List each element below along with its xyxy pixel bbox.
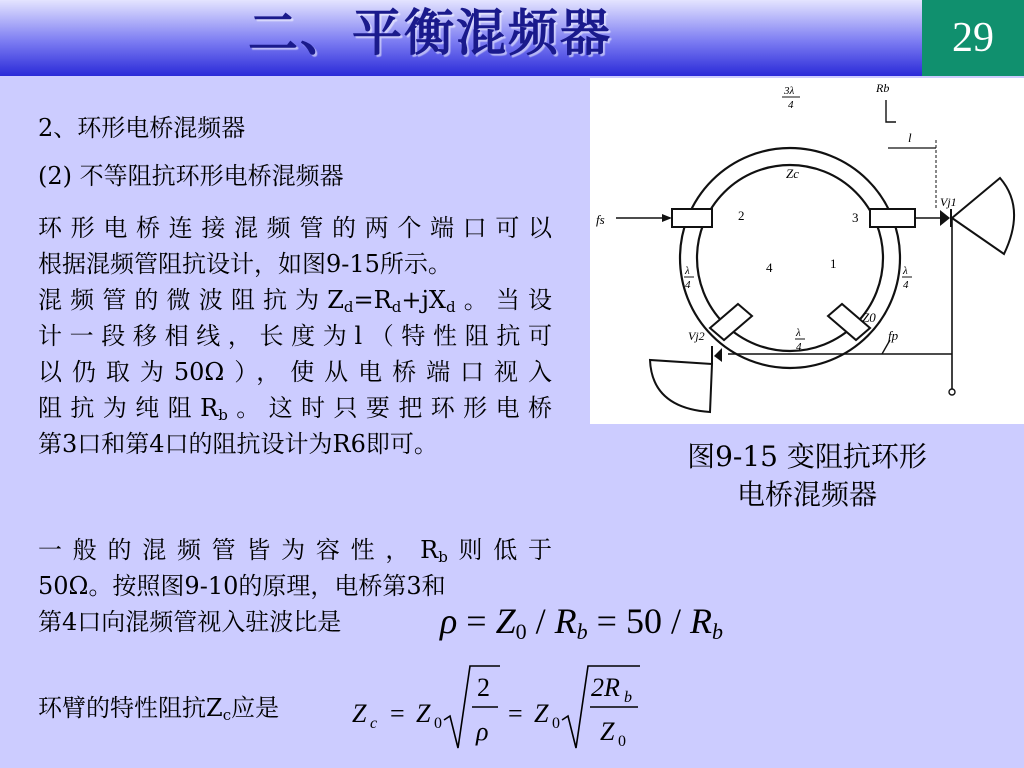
port-2-stub — [672, 209, 712, 227]
rb-marker — [886, 100, 896, 122]
vj2-label: Vj2 — [688, 329, 705, 343]
fraction-numerator: 2R — [591, 673, 620, 702]
load-dish-left — [650, 360, 712, 412]
fraction-denominator: Z — [600, 717, 615, 746]
rb-symbol: R — [689, 601, 712, 641]
text: 阻抗为纯阻R — [38, 394, 219, 422]
mixer-circuit-figure — [590, 78, 1024, 424]
lambda-label: λ — [903, 265, 908, 277]
z0-symbol: Z — [534, 699, 549, 728]
lambda-label: λ — [796, 327, 801, 339]
arrow-head-icon — [662, 214, 672, 222]
fraction-denominator: ρ — [476, 717, 489, 746]
subheading-text: (2) 不等阻抗环形电桥混频器 — [38, 162, 344, 190]
subsection-heading — [38, 158, 344, 194]
fraction-numerator: 2 — [477, 673, 490, 702]
title-bar — [0, 0, 1024, 76]
port-4-stub — [710, 304, 752, 340]
port-1-label: 1 — [830, 256, 837, 271]
para2-line3: 第4口向混频管视入驻波比是 — [38, 608, 342, 636]
subscript: c — [222, 706, 232, 724]
port-2-label: 2 — [738, 208, 745, 223]
quarter-label: 4 — [788, 99, 794, 111]
rb-symbol: R — [554, 601, 577, 641]
caption-line1: 图9-15 变阻抗环形 — [687, 440, 927, 473]
paragraph-1 — [38, 210, 552, 462]
arm-impedance-formula — [348, 662, 648, 758]
fp-label: fp — [888, 328, 899, 343]
para1-line5: 以仍取为50Ω），使从电桥端口视入 — [38, 358, 552, 386]
l-label: l — [908, 130, 912, 145]
text: 则低于 — [447, 536, 553, 564]
lambda-label: λ — [685, 265, 690, 277]
para1-line7: 第3口和第4口的阻抗设计为R6即可。 — [38, 430, 438, 458]
z0-subscript: 0 — [434, 715, 442, 732]
text: 一般的混频管皆为容性，R — [38, 536, 439, 564]
divide-sign: / — [670, 601, 681, 641]
load-dish-right — [952, 178, 1014, 254]
para1-line3 — [38, 282, 552, 318]
port-4-label: 4 — [766, 260, 773, 275]
subscript: b — [438, 548, 448, 566]
z0-symbol: Z — [495, 601, 516, 641]
text: +jX — [401, 286, 446, 314]
port-3-stub — [870, 209, 915, 227]
equals-sign: = — [390, 699, 405, 728]
subscript: d — [391, 298, 402, 316]
z0-label: Z0 — [862, 310, 876, 325]
para1-line2: 根据混频管阻抗设计，如图9-15所示。 — [38, 250, 452, 278]
zc-subscript: c — [370, 715, 378, 732]
para1-line6 — [38, 390, 552, 426]
vj1-label: Vj1 — [940, 195, 957, 209]
caption-line2: 电桥混频器 — [736, 478, 877, 511]
ring-bridge-diagram — [590, 78, 1024, 424]
heading-text: 2、环形电桥混频器 — [38, 114, 246, 142]
para2-line1 — [38, 532, 552, 568]
quarter-label: 4 — [685, 279, 691, 291]
divide-sign: / — [535, 601, 546, 641]
text: 混频管的微波阻抗为Z — [38, 286, 344, 314]
para1-line4: 计一段移相线，长度为l（特性阻抗可 — [38, 322, 552, 350]
page-number: 29 — [922, 0, 1024, 76]
para1-line1: 环形电桥连接混频管的两个端口可以 — [38, 214, 552, 242]
section-heading — [38, 110, 245, 146]
fs-label: fs — [596, 212, 605, 227]
text: 环臂的特性阻抗Z — [38, 694, 223, 722]
z0-symbol: Z — [416, 699, 431, 728]
denominator-subscript: 0 — [618, 733, 626, 750]
text: 。这时只要把环形电桥 — [227, 394, 553, 422]
three-lambda-label: 3λ — [784, 85, 795, 97]
quarter-label: 4 — [796, 341, 802, 353]
numerator-subscript: b — [624, 689, 632, 706]
outer-ring — [680, 148, 900, 368]
equals-sign: = — [466, 601, 487, 641]
para2-line2: 50Ω。按照图9-10的原理，电桥第3和 — [38, 572, 446, 600]
quarter-label: 4 — [903, 279, 909, 291]
text: 应是 — [231, 694, 280, 722]
rb-label: Rb — [876, 81, 890, 95]
diode-vj1-icon — [940, 210, 950, 226]
subscript: b — [576, 619, 588, 644]
zc-symbol: Z — [352, 699, 367, 728]
equals-sign: = — [508, 699, 523, 728]
subscript: 0 — [515, 619, 527, 644]
text: =R — [353, 286, 392, 314]
vswr-formula — [440, 600, 723, 642]
fifty-value: 50 — [625, 601, 662, 641]
text: 。当设 — [455, 286, 552, 314]
subscript: b — [711, 619, 723, 644]
figure-caption — [612, 438, 1002, 514]
slide-title: 二、平衡混频器 — [248, 4, 612, 62]
rho-symbol: ρ — [440, 601, 458, 641]
diode-vj2-icon — [714, 348, 722, 362]
terminal-icon — [949, 389, 955, 395]
subscript: b — [218, 406, 228, 424]
subscript: d — [445, 298, 456, 316]
zc-label: Zc — [786, 166, 799, 181]
port-3-label: 3 — [852, 210, 859, 225]
subscript: d — [343, 298, 354, 316]
equals-sign: = — [596, 601, 617, 641]
z0-subscript: 0 — [552, 715, 560, 732]
